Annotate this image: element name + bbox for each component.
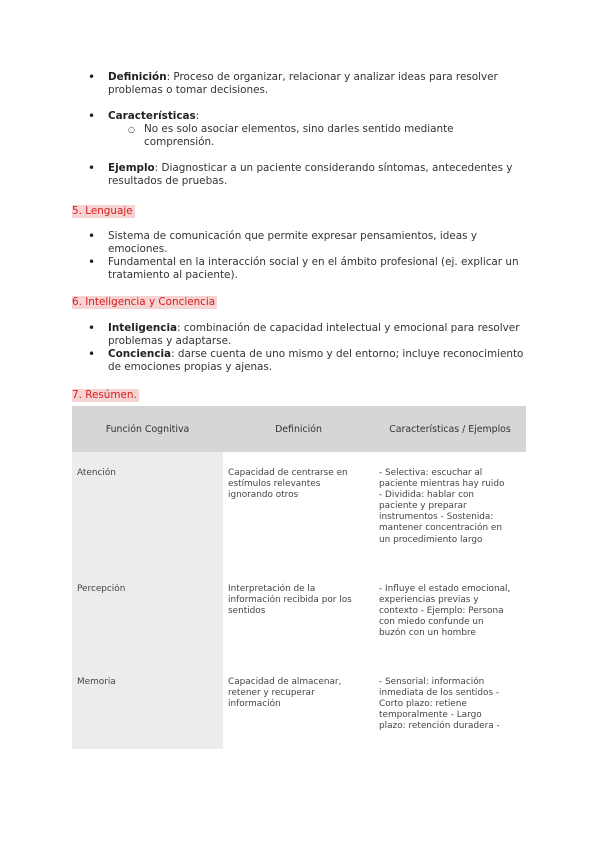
cell-definition: Interpretación de la información recibida por los sentidos (223, 568, 374, 661)
summary-table (72, 406, 526, 749)
term: Conciencia (108, 348, 172, 360)
table-header-row (72, 406, 526, 452)
term: Definición (108, 71, 167, 83)
bullet-icon: • (88, 161, 96, 175)
bullet-icon: • (88, 70, 96, 84)
term: Ejemplo (108, 162, 155, 174)
section-heading-lenguaje: 5. Lenguaje (72, 205, 133, 217)
bullet-icon: • (88, 109, 96, 123)
bullet-icon: • (88, 229, 96, 243)
term: Inteligencia (108, 322, 178, 334)
bullet-icon: • (88, 255, 96, 269)
section-5-content (72, 230, 532, 282)
item-text: : Proceso de organizar, relacionar y analizar ideas para resolver (166, 71, 498, 83)
list-item: • Conciencia: darse cuenta de uno mismo y del entorno; incluye reconocimiento de emociones propias y ajenas. (88, 347, 524, 373)
cell-function: Memoria (72, 661, 223, 749)
section-4-content (72, 71, 532, 188)
bullet-icon: • (88, 347, 96, 361)
list-item: • Fundamental en la interacción social y en el ámbito profesional (ej. explicar un tratamiento al paciente). (88, 255, 519, 281)
section-6-content (72, 322, 532, 374)
term: Características (108, 110, 196, 122)
cell-examples: - Selectiva: escuchar al paciente mientras hay ruido - Dividida: hablar con paciente y preparar instrumentos - Sostenida: mantener concentración en un procedimiento largo (374, 452, 526, 568)
cell-examples: - Influye el estado emocional, experiencias previas y contexto - Ejemplo: Persona con miedo confunde un buzón con un hombre (374, 568, 526, 661)
cell-definition: Capacidad de centrarse en estímulos relevantes ignorando otros (223, 452, 374, 568)
column-header: Características / Ejemplos (374, 406, 526, 452)
column-header: Función Cognitiva (72, 406, 223, 452)
sub-list-item: ○ No es solo asociar elementos, sino darles sentido mediante comprensión. (128, 123, 454, 148)
list-item: • Inteligencia: combinación de capacidad intelectual y emocional para resolver problemas y adaptarse. (88, 321, 520, 347)
cell-definition: Capacidad de almacenar, retener y recuperar información (223, 661, 374, 749)
item-text-cont: resultados de pruebas. (108, 175, 228, 187)
cell-examples: - Sensorial: información inmediata de los sentidos - Corto plazo: retiene temporalmente - Largo plazo: retención duradera - (374, 661, 526, 749)
sub-list (108, 123, 532, 149)
list-item (72, 162, 532, 188)
item-text-cont: problemas o tomar decisiones. (108, 84, 269, 96)
table-row (72, 661, 526, 749)
bullet-icon: • (88, 321, 96, 335)
item-text: : (195, 110, 200, 122)
list-item: • Sistema de comunicación que permite expresar pensamientos, ideas y emociones. (88, 229, 477, 255)
cell-function: Percepción (72, 568, 223, 661)
column-header: Definición (223, 406, 374, 452)
circle-bullet-icon: ○ (128, 125, 135, 134)
table-row (72, 452, 526, 568)
list-item (72, 110, 532, 149)
item-text: : Diagnosticar a un paciente considerando síntomas, antecedentes y (154, 162, 513, 174)
list-item (72, 71, 532, 97)
table-row (72, 568, 526, 661)
section-heading-inteligencia: 6. Inteligencia y Conciencia (72, 296, 216, 308)
section-heading-resumen: 7. Resúmen. (72, 389, 137, 401)
cell-function: Atención (72, 452, 223, 568)
